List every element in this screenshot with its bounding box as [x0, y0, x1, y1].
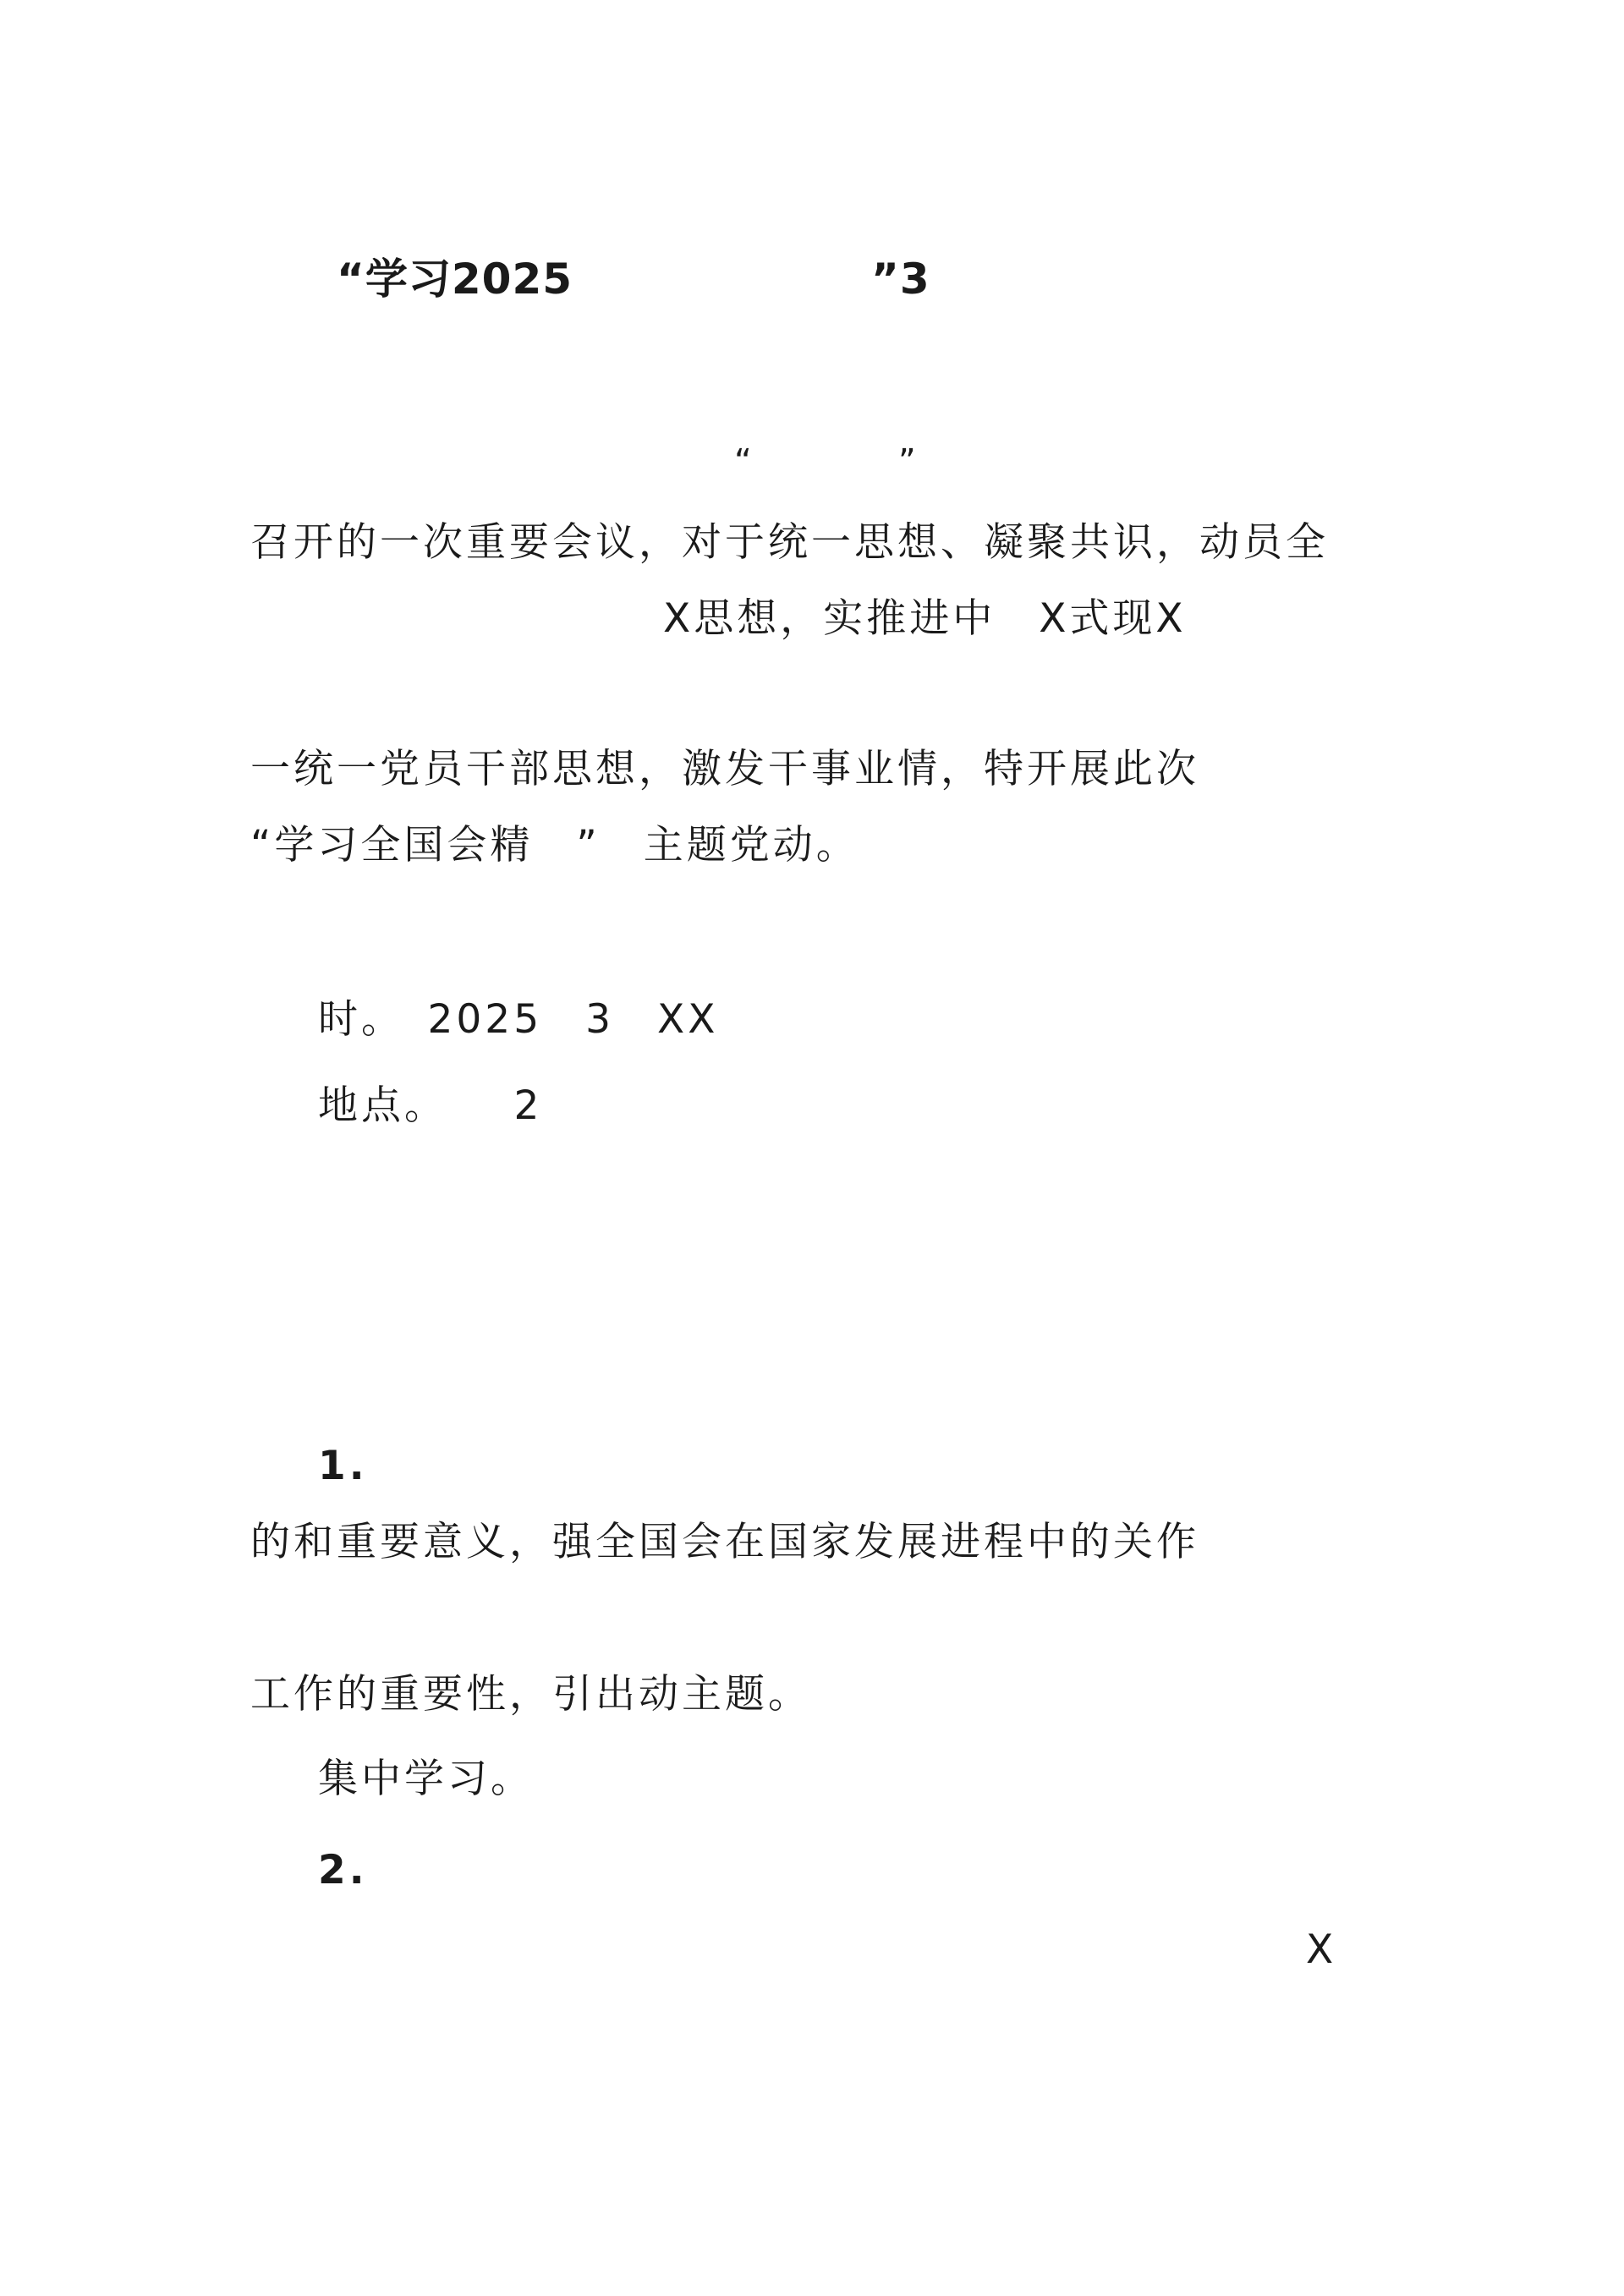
paragraph1-line1: 召开的一次重要会议，对于统一思想、凝聚共识，动员全 — [250, 519, 1329, 566]
location-line: 地点。 2 — [318, 1082, 543, 1129]
section2-trailing: X — [1306, 1926, 1337, 1973]
quote-open: “ — [734, 442, 755, 481]
section1-line3: 集中学习。 — [318, 1756, 534, 1802]
section1-line1: 的和重要意义，强全国会在国家发展进程中的关作 — [250, 1519, 1199, 1565]
paragraph2-line1: 一统一党员干部思想，激发干事业情，特开展此次 — [250, 746, 1199, 792]
paragraph2-line2: “学习全国会精 ” 主题党动。 — [250, 822, 859, 869]
paragraph1-line2: X思想，实推进中 X式现X — [663, 595, 1187, 642]
time-line: 时。 2025 3 XX — [318, 996, 719, 1043]
section1-number: 1. — [318, 1443, 368, 1489]
title-right: ”3 — [871, 255, 930, 304]
section2-number: 2. — [318, 1847, 368, 1893]
title-left: “学习2025 — [337, 255, 573, 304]
section1-line2: 工作的重要性，引出动主题。 — [250, 1671, 811, 1718]
quote-close: ” — [898, 442, 919, 481]
